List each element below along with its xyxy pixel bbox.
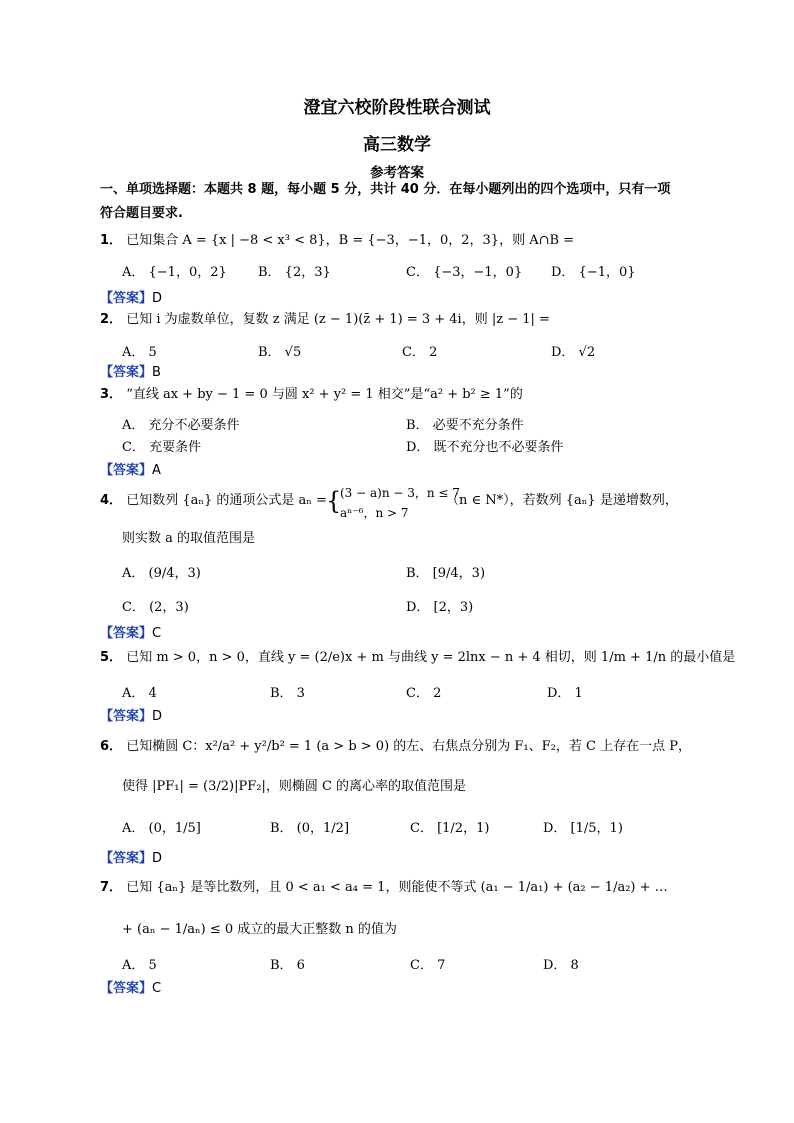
question-number: 3． [100,387,123,402]
question-6-text-b: 使得 |PF₁| = (3/2)|PF₂|，则椭圆 C 的离心率的取值范围是 [122,779,467,794]
q6-answer [100,847,162,866]
answer-value: C [152,626,162,641]
q5-option-c: C． 2 [406,686,442,701]
q1-answer [100,287,162,306]
piecewise-brace: { [326,487,342,515]
q6-option-d: D． [1/5，1) [543,821,623,836]
q7-option-c: C． 7 [410,958,446,973]
q2-option-a: A． 5 [122,345,157,360]
answer-value: C [152,981,162,996]
q2-option-d: D． √2 [551,345,596,360]
q6-option-c: C． [1/2，1) [410,821,490,836]
q1-option-c: C． {−3，−1，0} [406,265,523,280]
q5-answer [100,705,162,724]
q3-option-d: D． 既不充分也不必要条件 [406,440,564,455]
q7-answer [100,977,161,996]
q2-option-c: C． 2 [402,345,438,360]
q7-option-a: A． 5 [122,958,157,973]
q4-option-c: C． (2，3) [122,600,189,615]
answer-tag: 【答案】 [100,709,153,724]
q5-option-b: B． 3 [270,686,305,701]
question-1 [100,231,574,251]
question-text: 已知 m > 0，n > 0，直线 y = (2/e)x + m 与曲线 y = 2lnx − n + 4 相切，则 1/m + 1/n 的最小值是 [126,650,736,665]
question-7-text-b: + (aₙ − 1/aₙ) ≤ 0 成立的最大正整数 n 的值为 [122,922,397,937]
q4-option-a: A． (9/4，3) [122,566,201,581]
q7-option-b: B． 6 [270,958,305,973]
question-number: 4． [100,493,123,508]
q6-option-a: A． (0，1/5] [122,821,201,836]
question-text: 已知 i 为虚数单位，复数 z 满足 (z − 1)(z̄ + 1) = 3 + 4i，则 |z − 1| = [126,312,550,327]
answer-value: D [152,851,163,866]
question-number: 5． [100,650,123,665]
q1-option-a: A． {−1，0，2} [122,265,227,280]
question-6 [100,737,691,757]
piecewise-case-1: (3 − a)n − 3，n ≤ 7 [340,486,460,500]
question-5 [100,648,735,668]
q2-answer [100,361,161,380]
question-text: “直线 ax + by − 1 = 0 与圆 x² + y² = 1 相交”是“a² + b² ≥ 1”的 [126,387,523,402]
question-text-a: 已知数列 {aₙ} 的通项公式是 aₙ = [126,493,327,508]
exam-caption: 参考答案 [370,165,424,181]
q5-option-d: D． 1 [547,686,583,701]
question-text: 已知集合 A = {x | −8 < x³ < 8}，B = {−3，−1，0，2，3}，则 A∩B = [126,233,575,248]
answer-tag: 【答案】 [100,463,153,478]
exam-title: 澄宜六校阶段性联合测试 [303,98,491,118]
answer-tag: 【答案】 [100,291,153,306]
q4-option-d: D． [2，3) [406,600,474,615]
answer-value: D [152,709,163,724]
question-4-text-c: 则实数 a 的取值范围是 [122,531,256,546]
q3-option-c: C． 充要条件 [122,440,202,455]
answer-tag: 【答案】 [100,851,153,866]
question-4 [100,491,327,511]
q1-option-b: B． {2，3} [258,265,331,280]
question-3 [100,385,523,405]
question-7 [100,878,668,898]
answer-tag: 【答案】 [100,626,153,641]
section-heading-line2: 符合题目要求. [100,206,183,221]
q1-option-d: D． {−1，0} [551,265,636,280]
question-text: 已知椭圆 C：x²/a² + y²/b² = 1 (a > b > 0) 的左、右焦点分别为 F₁、F₂，若 C 上存在一点 P， [126,739,691,754]
q4-answer [100,622,161,641]
answer-value: B [152,365,161,380]
question-4-text-b: （n ∈ N*），若数列 {aₙ} 是递增数列， [446,493,678,508]
q3-option-a: A． 充分不必要条件 [122,418,240,433]
exam-subtitle: 高三数学 [363,135,431,155]
question-text: 已知 {aₙ} 是等比数列，且 0 < a₁ < a₄ = 1，则能使不等式 (a₁ − 1/a₁) + (a₂ − 1/a₂) + … [126,880,668,895]
answer-value: D [152,291,163,306]
question-number: 2． [100,312,123,327]
q4-option-b: B． [9/4，3) [406,566,486,581]
question-number: 7． [100,880,123,895]
answer-tag: 【答案】 [100,365,153,380]
answer-value: A [152,463,161,478]
q2-option-b: B． √5 [258,345,302,360]
q3-answer [100,459,161,478]
answer-tag: 【答案】 [100,981,153,996]
section-heading-line1: 一、单项选择题：本题共 8 题，每小题 5 分，共计 40 分．在每小题列出的四个选项中，只有一项 [100,182,671,197]
q3-option-b: B． 必要不充分条件 [406,418,524,433]
q7-option-d: D． 8 [543,958,579,973]
q6-option-b: B． (0，1/2] [270,821,350,836]
question-number: 1． [100,233,123,248]
question-number: 6． [100,739,123,754]
q5-option-a: A． 4 [122,686,157,701]
question-2 [100,310,550,330]
piecewise-case-2: aⁿ⁻⁶，n > 7 [340,506,409,520]
